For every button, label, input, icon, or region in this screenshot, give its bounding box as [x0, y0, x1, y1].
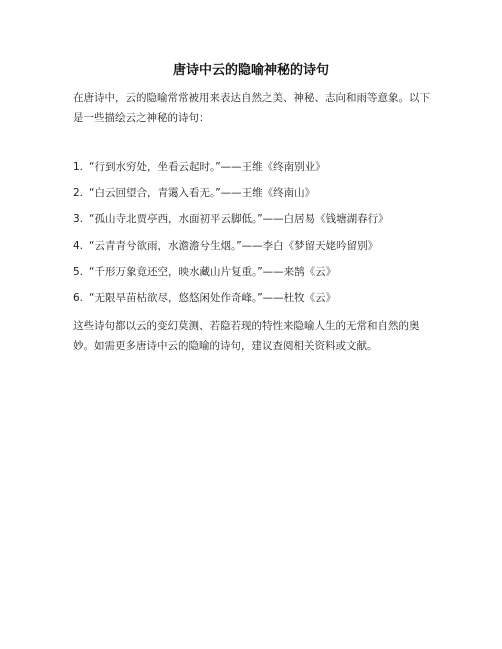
poem-number: 2.	[73, 187, 84, 200]
poem-item	[73, 264, 473, 282]
poem-number: 5.	[73, 265, 84, 278]
poem-item	[73, 290, 473, 308]
poem-text: “千形万象竟还空，映水藏山片复重。”——来鹄《云》	[89, 265, 337, 278]
intro-paragraph: 在唐诗中，云的隐喻常常被用来表达自然之美、神秘、志向和雨等意象。以下是一些描绘云之神秘的诗句：	[73, 92, 430, 124]
poem-text: “白云回望合，青霭入看无。”——王维《终南山》	[89, 187, 316, 200]
poem-number: 3.	[73, 213, 84, 226]
poem-item	[73, 159, 473, 177]
poem-text: “孤山寺北贾亭西，水面初平云脚低。”——白居易《钱塘湖春行》	[89, 213, 389, 226]
poem-number: 4.	[73, 239, 84, 252]
poem-number: 6.	[73, 291, 84, 304]
poem-text: “云青青兮欲雨，水澹澹兮生烟。”——李白《梦留天姥吟留别》	[89, 239, 379, 252]
poem-item	[73, 185, 473, 203]
conclusion-paragraph: 这些诗句都以云的变幻莫测、若隐若现的特性来隐喻人生的无常和自然的奥妙。如需更多唐诗中云的隐喻的诗句，建议查阅相关资料或文献。	[73, 320, 420, 352]
poem-text: “行到水穷处，坐看云起时。”——王维《终南别业》	[89, 161, 326, 173]
document-title: 唐诗中云的隐喻神秘的诗句	[172, 63, 329, 78]
poem-item	[73, 211, 473, 229]
poem-list	[73, 159, 473, 316]
poem-item	[73, 238, 473, 256]
poem-number: 1.	[73, 161, 84, 173]
poem-text: “无限旱苗枯欲尽，悠悠闲处作奇峰。”——杜牧《云》	[89, 291, 337, 304]
